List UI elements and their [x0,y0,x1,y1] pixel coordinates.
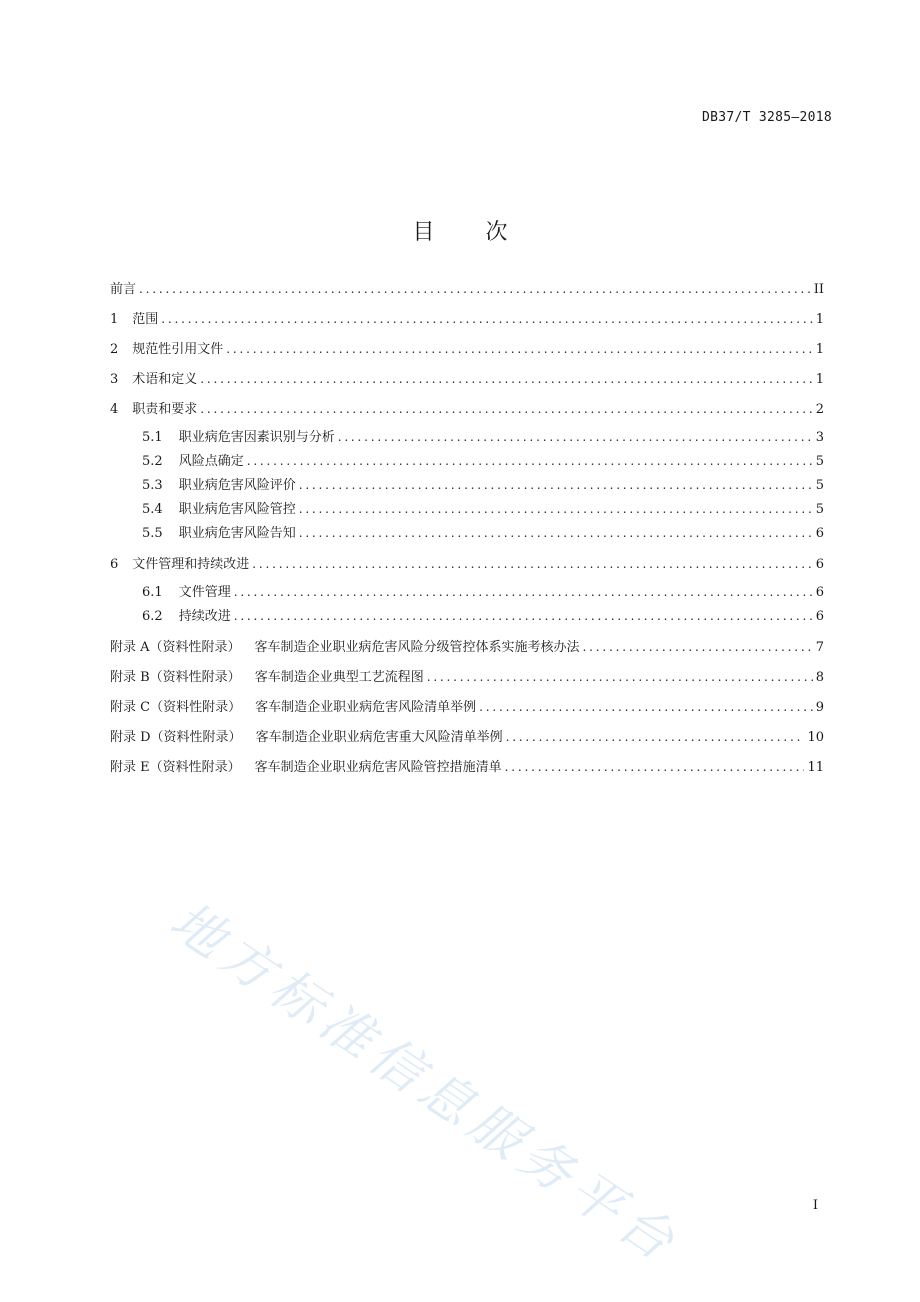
toc-entry-5-1[interactable] [110,427,824,451]
toc-entry-label: 文件管理 [178,585,231,600]
toc-entry-label: 职责和要求 [132,402,198,417]
toc-leader-dots [226,339,812,359]
toc-entry-label: 客车制造企业典型工艺流程图 [254,670,424,685]
toc-entry-appendix-a[interactable] [110,637,824,661]
toc-entry-page: 1 [815,342,824,357]
toc-leader-dots [299,523,813,543]
toc-entry-label: 客车制造企业职业病危害重大风险清单举例 [255,730,503,745]
toc-entry-5-5[interactable] [110,523,824,547]
toc-leader-dots [252,554,812,574]
toc-entry-page: 6 [815,609,824,624]
toc-entry-number: 6.1 [142,585,163,600]
toc-entry-number: 5.3 [142,478,163,493]
toc-entry-5-4[interactable] [110,499,824,523]
toc-entry-label: 职业病危害风险评价 [178,478,296,493]
toc-entry-number: 3 [110,372,119,387]
toc-entry-appendix-b[interactable] [110,667,824,691]
toc-leader-dots [234,606,813,626]
toc-entry-label: 职业病危害风险管控 [178,502,296,517]
toc-entry-page: 8 [815,670,824,685]
toc-entry-page: 5 [815,502,824,517]
toc-entry-number: 5.2 [142,454,163,469]
toc-leader-dots [299,499,813,519]
toc-entry-number: 附录 E（资料性附录） [110,760,241,775]
toc-entry-label: 术语和定义 [132,372,198,387]
toc-entry-5-2[interactable] [110,451,824,475]
toc-entry-6-2[interactable] [110,606,824,630]
document-code: DB37/T 3285—2018 [701,110,832,125]
toc-entry-page: 11 [807,760,824,775]
toc-leader-dots [234,582,813,602]
toc-entry-number: 附录 B（资料性附录） [110,670,241,685]
watermark-text: 地方标准信息服务平台 [159,890,691,1277]
toc-entry-label: 职业病危害因素识别与分析 [178,430,335,445]
toc-leader-dots [299,475,813,495]
toc-entry-number: 附录 A（资料性附录） [110,640,241,655]
toc-leader-dots [200,369,812,389]
toc-entry-label: 规范性引用文件 [132,342,224,357]
toc-entry-number: 附录 C（资料性附录） [110,700,242,715]
toc-leader-dots [161,309,812,329]
toc-entry-page: II [813,282,824,297]
toc-entry-appendix-c[interactable] [110,697,824,721]
toc-entry-label: 职业病危害风险告知 [178,526,296,541]
toc-entry-page: 1 [815,312,824,327]
toc-entry-page: 2 [815,402,824,417]
toc-entry-label: 前言 [110,282,137,297]
toc-entry-number: 附录 D（资料性附录） [110,730,242,745]
toc-entry-5-3[interactable] [110,475,824,499]
page-number: I [812,1198,818,1213]
toc-entry-page: 10 [807,730,824,745]
toc-leader-dots [479,697,813,717]
toc-entry-6-1[interactable] [110,582,824,606]
page-title: 目 次 [412,219,530,245]
toc-entry-number: 2 [110,342,119,357]
toc-entry-1[interactable] [110,309,824,333]
toc-leader-dots [506,727,805,747]
toc-entry-number: 1 [110,312,119,327]
toc-entry-page: 3 [815,430,824,445]
toc-entry-number: 6.2 [142,609,163,624]
toc-leader-dots [583,637,813,657]
toc-entry-number: 5.1 [142,430,163,445]
toc-leader-dots [200,399,812,419]
toc-entry-page: 6 [815,585,824,600]
toc-entry-4[interactable] [110,399,824,423]
toc-entry-label: 客车制造企业职业病危害风险清单举例 [255,700,477,715]
toc-entry-3[interactable] [110,369,824,393]
toc-entry-page: 6 [815,526,824,541]
table-of-contents [110,279,824,787]
toc-entry-number: 5.5 [142,526,163,541]
toc-entry-label: 持续改进 [178,609,231,624]
toc-entry-page: 7 [815,640,824,655]
toc-entry-label: 风险点确定 [178,454,244,469]
toc-entry-number: 6 [110,557,119,572]
toc-entry-2[interactable] [110,339,824,363]
toc-entry-label: 文件管理和持续改进 [132,557,250,572]
toc-entry-label: 客车制造企业职业病危害风险管控措施清单 [254,760,502,775]
toc-leader-dots [505,757,805,777]
toc-entry-foreword[interactable] [110,279,824,303]
toc-entry-page: 6 [815,557,824,572]
toc-leader-dots [247,451,813,471]
toc-entry-6[interactable] [110,554,824,578]
toc-entry-page: 5 [815,454,824,469]
toc-entry-appendix-e[interactable] [110,757,824,781]
toc-entry-number: 4 [110,402,119,417]
toc-entry-page: 9 [815,700,824,715]
toc-entry-number: 5.4 [142,502,163,517]
toc-entry-label: 范围 [132,312,159,327]
toc-leader-dots [338,427,813,447]
toc-leader-dots [139,279,811,299]
toc-entry-label: 客车制造企业职业病危害风险分级管控体系实施考核办法 [254,640,580,655]
toc-entry-page: 1 [815,372,824,387]
toc-entry-appendix-d[interactable] [110,727,824,751]
toc-entry-page: 5 [815,478,824,493]
toc-leader-dots [427,667,813,687]
